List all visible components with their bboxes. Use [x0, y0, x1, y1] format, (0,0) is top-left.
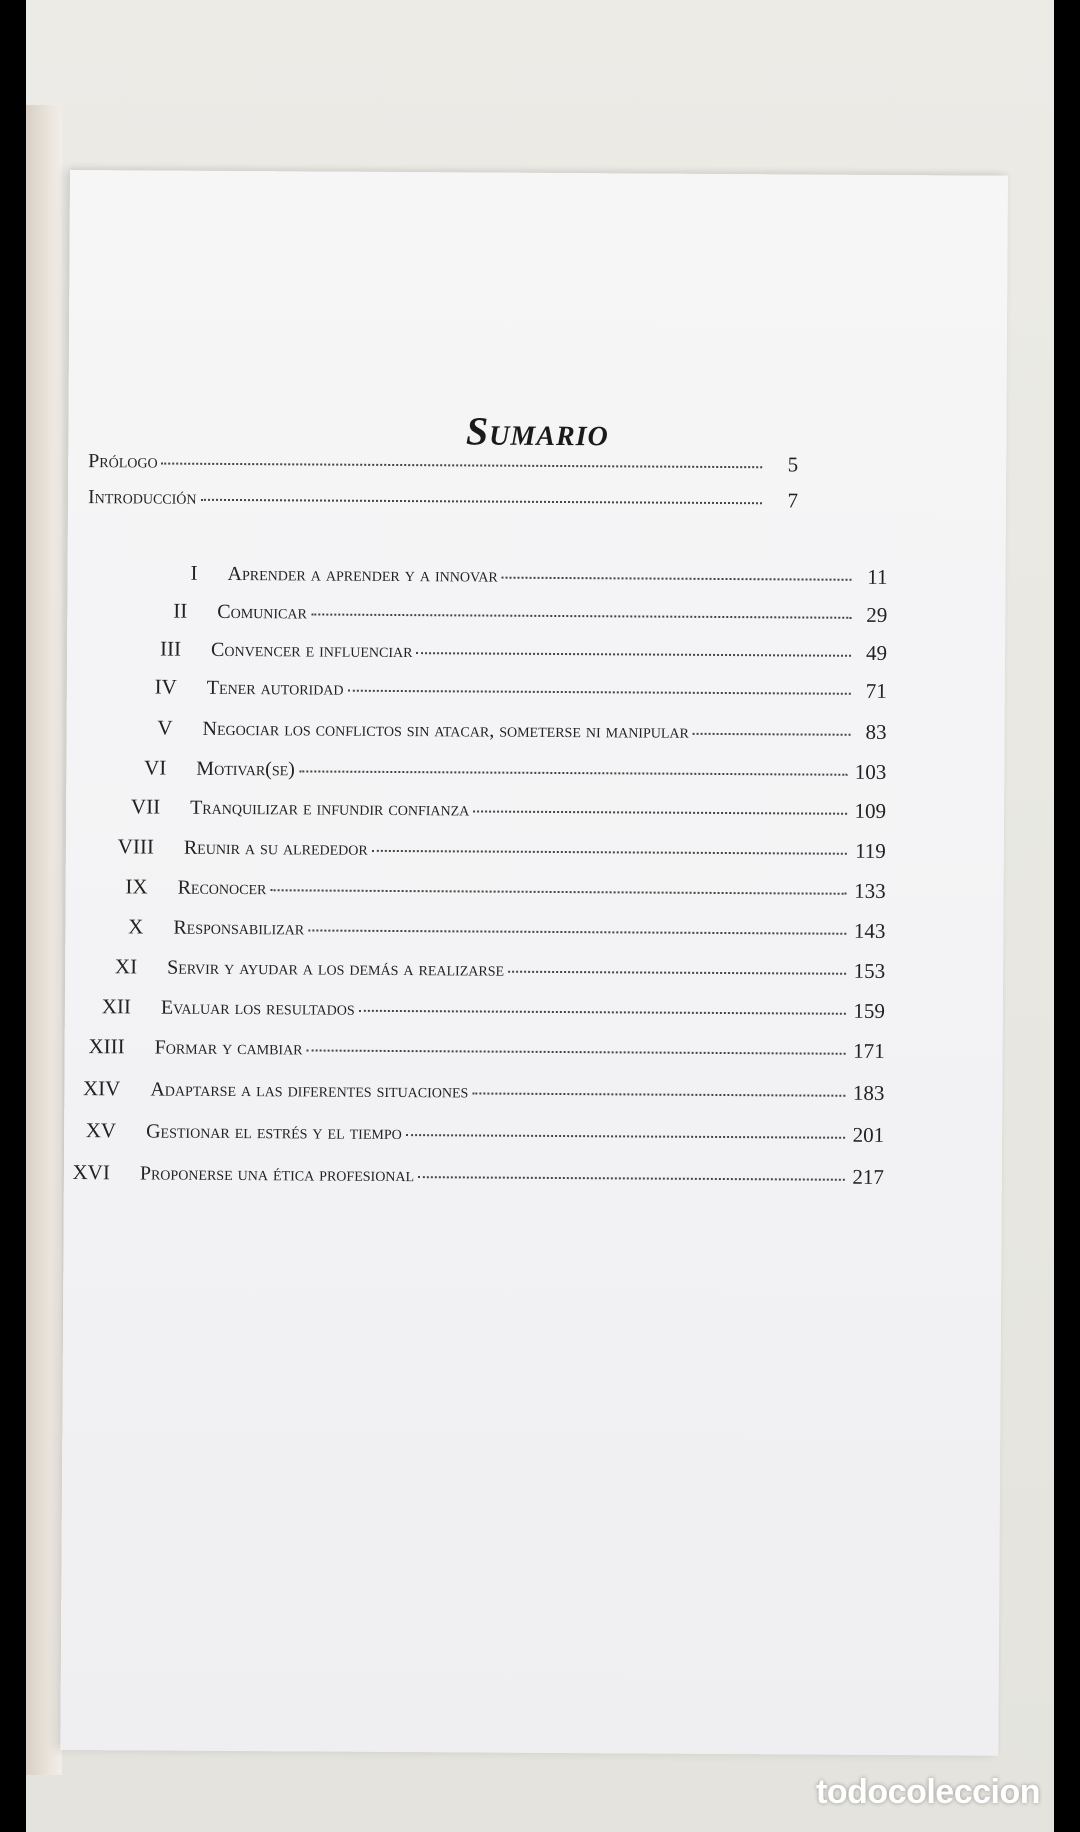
toc-chapter-row	[101, 994, 885, 1024]
page-number: 171	[853, 1038, 885, 1063]
chapter-number: V	[157, 715, 173, 740]
dot-leader	[372, 849, 847, 855]
toc-entry-title: Servir y ayudar a los demás a realizarse	[167, 956, 505, 981]
dot-leader	[359, 1009, 846, 1015]
page-number: 49	[865, 640, 888, 665]
chapter-number: I	[190, 560, 198, 585]
dot-leader	[473, 809, 846, 814]
dot-leader	[472, 1091, 844, 1096]
toc-entry-title: Introducción	[87, 486, 197, 509]
dot-leader	[299, 769, 847, 775]
toc-chapter-row	[128, 914, 886, 944]
page-number: 109	[854, 798, 887, 823]
toc-chapter-row	[160, 636, 888, 666]
toc-front-matter-row	[88, 448, 798, 477]
toc-chapter-row	[117, 834, 886, 864]
chapter-number: VII	[130, 794, 161, 819]
chapter-number: X	[128, 914, 144, 939]
page-number: 11	[867, 564, 888, 590]
toc-entry-title: Prólogo	[88, 450, 158, 473]
page-number: 201	[852, 1122, 885, 1147]
dot-leader	[693, 732, 851, 736]
toc-entry-title: Adaptarse a las diferentes situaciones	[150, 1078, 469, 1103]
page-number: 133	[854, 878, 886, 903]
dot-leader	[406, 1133, 845, 1139]
book-cover-edge	[26, 105, 62, 1775]
toc-chapter-row	[157, 715, 887, 745]
toc-chapter-row	[173, 598, 888, 628]
toc-chapter-row	[144, 755, 887, 785]
dot-leader	[201, 498, 762, 504]
toc-entry-title: Motivar(se)	[196, 757, 295, 781]
page-number: 217	[852, 1164, 884, 1189]
page-number: 119	[855, 838, 886, 863]
page-number: 5	[787, 452, 799, 477]
page-number: 153	[853, 958, 886, 983]
toc-chapter-row	[114, 954, 886, 984]
toc-chapter-row	[82, 1076, 885, 1106]
page-number: 7	[787, 488, 799, 513]
dot-leader	[162, 462, 763, 469]
toc-entry-title: Reconocer	[177, 876, 267, 900]
dot-leader	[502, 576, 852, 581]
toc-entry-title: Comunicar	[217, 600, 307, 624]
dot-leader	[307, 1048, 846, 1054]
dot-leader	[308, 928, 846, 934]
chapter-number: VIII	[117, 834, 154, 859]
page-number: 143	[853, 918, 886, 943]
page-number: 103	[854, 759, 887, 784]
chapter-number: XI	[114, 954, 138, 979]
toc-entry-title: Responsabilizar	[173, 916, 305, 940]
dot-leader	[348, 689, 851, 695]
toc-entry-title: Evaluar los resultados	[160, 996, 355, 1020]
chapter-number: XVI	[72, 1160, 110, 1185]
toc-entry-title: Proponerse una ética profesional	[139, 1162, 415, 1187]
dot-leader	[270, 888, 846, 895]
dot-leader	[311, 612, 851, 618]
chapter-number: III	[160, 636, 182, 661]
toc-entry-title: Reunir a su alrededor	[183, 836, 368, 860]
toc-entry-title: Tranquilizar e infundir confianza	[190, 796, 470, 821]
book-page	[60, 170, 1008, 1756]
toc-chapter-row	[85, 1118, 885, 1148]
photo-scene	[26, 0, 1054, 1832]
toc-entry-title: Aprender a aprender y a innovar	[227, 562, 498, 587]
toc-entry-title: Gestionar el estrés y el tiempo	[146, 1120, 402, 1145]
chapter-number: XV	[85, 1118, 117, 1143]
toc-chapter-row	[154, 674, 887, 704]
page-number: 29	[866, 602, 888, 628]
chapter-number: XII	[101, 994, 131, 1019]
watermark-logo: todocoleccion	[816, 1773, 1040, 1811]
dot-leader	[417, 651, 852, 657]
toc-chapter-row	[72, 1160, 884, 1190]
chapter-number: VI	[144, 755, 167, 780]
page-number: 159	[853, 998, 885, 1023]
toc-entry-title: Formar y cambiar	[154, 1036, 303, 1060]
page-number: 71	[865, 678, 887, 703]
toc-front-matter-row	[88, 484, 798, 513]
toc-chapter-row	[130, 794, 887, 824]
toc-entry-title: Tener autoridad	[206, 676, 344, 700]
toc-chapter-row	[88, 1034, 885, 1064]
page-title: Sumario	[465, 408, 609, 455]
chapter-number: IV	[154, 674, 177, 699]
toc-entry-title: Negociar los conflictos sin atacar, someterse ni manipular	[202, 717, 689, 743]
chapter-number: II	[173, 598, 188, 623]
page-number: 83	[865, 719, 887, 744]
chapter-number: XIV	[82, 1076, 121, 1101]
dot-leader	[508, 970, 846, 975]
toc-chapter-row	[125, 874, 886, 904]
toc-entry-title: Convencer e influenciar	[211, 638, 413, 663]
chapter-number: IX	[125, 874, 148, 899]
chapter-number: XIII	[88, 1034, 125, 1059]
toc-chapter-row	[190, 560, 888, 590]
dot-leader	[418, 1175, 844, 1181]
page-number: 183	[852, 1080, 885, 1105]
